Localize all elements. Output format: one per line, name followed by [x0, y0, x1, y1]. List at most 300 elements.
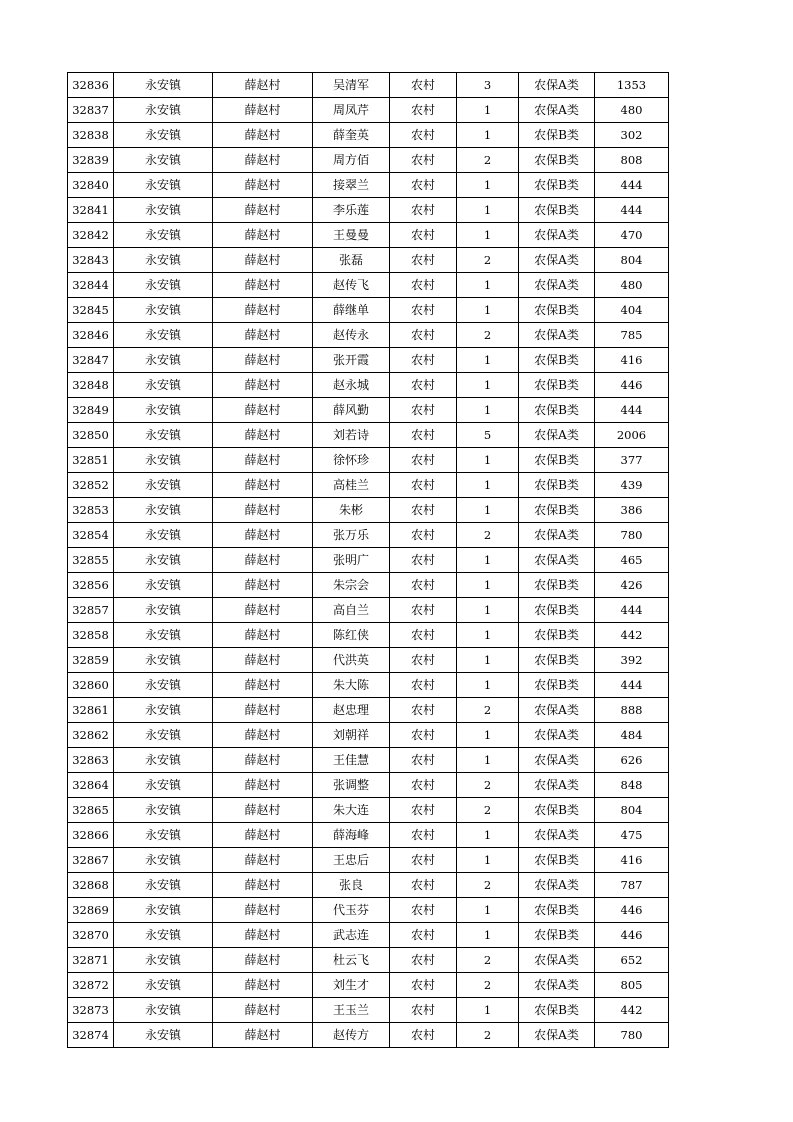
household-type-cell: 农村 [390, 948, 457, 973]
village-cell: 薛赵村 [213, 898, 313, 923]
amount-cell: 446 [595, 373, 669, 398]
amount-cell: 1353 [595, 73, 669, 98]
table-row [68, 548, 669, 573]
category-cell: 农保B类 [519, 923, 595, 948]
name-cell: 陈红侠 [313, 623, 390, 648]
table-row [68, 923, 669, 948]
category-cell: 农保B类 [519, 373, 595, 398]
amount-cell: 848 [595, 773, 669, 798]
amount-cell: 780 [595, 1023, 669, 1048]
person-count-cell: 1 [457, 673, 519, 698]
name-cell: 周方佰 [313, 148, 390, 173]
category-cell: 农保A类 [519, 773, 595, 798]
town-cell: 永安镇 [114, 223, 213, 248]
record-id-cell: 32837 [68, 98, 114, 123]
record-id-cell: 32867 [68, 848, 114, 873]
village-cell: 薛赵村 [213, 248, 313, 273]
category-cell: 农保A类 [519, 73, 595, 98]
village-cell: 薛赵村 [213, 498, 313, 523]
category-cell: 农保A类 [519, 323, 595, 348]
record-id-cell: 32853 [68, 498, 114, 523]
amount-cell: 444 [595, 673, 669, 698]
village-cell: 薛赵村 [213, 998, 313, 1023]
amount-cell: 392 [595, 648, 669, 673]
amount-cell: 426 [595, 573, 669, 598]
town-cell: 永安镇 [114, 848, 213, 873]
table-row [68, 273, 669, 298]
town-cell: 永安镇 [114, 798, 213, 823]
category-cell: 农保B类 [519, 498, 595, 523]
name-cell: 武志连 [313, 923, 390, 948]
table-row [68, 223, 669, 248]
household-type-cell: 农村 [390, 973, 457, 998]
category-cell: 农保B类 [519, 198, 595, 223]
person-count-cell: 1 [457, 898, 519, 923]
town-cell: 永安镇 [114, 998, 213, 1023]
record-id-cell: 32846 [68, 323, 114, 348]
person-count-cell: 1 [457, 373, 519, 398]
amount-cell: 804 [595, 248, 669, 273]
village-cell: 薛赵村 [213, 673, 313, 698]
category-cell: 农保B类 [519, 348, 595, 373]
person-count-cell: 2 [457, 773, 519, 798]
household-type-cell: 农村 [390, 1023, 457, 1048]
table-row [68, 573, 669, 598]
town-cell: 永安镇 [114, 98, 213, 123]
table-row [68, 648, 669, 673]
name-cell: 接翠兰 [313, 173, 390, 198]
amount-cell: 888 [595, 698, 669, 723]
person-count-cell: 1 [457, 923, 519, 948]
person-count-cell: 1 [457, 648, 519, 673]
record-id-cell: 32862 [68, 723, 114, 748]
name-cell: 朱大陈 [313, 673, 390, 698]
table-row [68, 373, 669, 398]
village-cell: 薛赵村 [213, 623, 313, 648]
name-cell: 薛海峰 [313, 823, 390, 848]
name-cell: 赵传飞 [313, 273, 390, 298]
person-count-cell: 2 [457, 948, 519, 973]
record-id-cell: 32863 [68, 748, 114, 773]
record-id-cell: 32840 [68, 173, 114, 198]
name-cell: 代玉芬 [313, 898, 390, 923]
household-type-cell: 农村 [390, 998, 457, 1023]
town-cell: 永安镇 [114, 523, 213, 548]
category-cell: 农保B类 [519, 998, 595, 1023]
name-cell: 张明广 [313, 548, 390, 573]
household-type-cell: 农村 [390, 798, 457, 823]
village-cell: 薛赵村 [213, 798, 313, 823]
town-cell: 永安镇 [114, 648, 213, 673]
table-row [68, 423, 669, 448]
category-cell: 农保B类 [519, 148, 595, 173]
record-id-cell: 32869 [68, 898, 114, 923]
name-cell: 张良 [313, 873, 390, 898]
town-cell: 永安镇 [114, 923, 213, 948]
category-cell: 农保A类 [519, 423, 595, 448]
household-type-cell: 农村 [390, 123, 457, 148]
table-row [68, 398, 669, 423]
category-cell: 农保B类 [519, 648, 595, 673]
person-count-cell: 1 [457, 998, 519, 1023]
person-count-cell: 1 [457, 173, 519, 198]
table-row [68, 723, 669, 748]
name-cell: 吴清军 [313, 73, 390, 98]
person-count-cell: 1 [457, 198, 519, 223]
category-cell: 农保B类 [519, 673, 595, 698]
record-id-cell: 32855 [68, 548, 114, 573]
household-type-cell: 农村 [390, 573, 457, 598]
name-cell: 薛继单 [313, 298, 390, 323]
town-cell: 永安镇 [114, 873, 213, 898]
record-id-cell: 32870 [68, 923, 114, 948]
town-cell: 永安镇 [114, 623, 213, 648]
name-cell: 王佳慧 [313, 748, 390, 773]
village-cell: 薛赵村 [213, 973, 313, 998]
village-cell: 薛赵村 [213, 1023, 313, 1048]
household-type-cell: 农村 [390, 373, 457, 398]
person-count-cell: 2 [457, 148, 519, 173]
town-cell: 永安镇 [114, 773, 213, 798]
record-id-cell: 32854 [68, 523, 114, 548]
amount-cell: 444 [595, 398, 669, 423]
name-cell: 张调整 [313, 773, 390, 798]
name-cell: 刘朝祥 [313, 723, 390, 748]
village-cell: 薛赵村 [213, 848, 313, 873]
table-row [68, 248, 669, 273]
village-cell: 薛赵村 [213, 648, 313, 673]
person-count-cell: 1 [457, 623, 519, 648]
household-type-cell: 农村 [390, 748, 457, 773]
record-id-cell: 32866 [68, 823, 114, 848]
town-cell: 永安镇 [114, 698, 213, 723]
household-type-cell: 农村 [390, 773, 457, 798]
name-cell: 王忠后 [313, 848, 390, 873]
table-row [68, 348, 669, 373]
record-id-cell: 32872 [68, 973, 114, 998]
person-count-cell: 1 [457, 573, 519, 598]
household-type-cell: 农村 [390, 173, 457, 198]
person-count-cell: 1 [457, 748, 519, 773]
name-cell: 朱宗会 [313, 573, 390, 598]
record-id-cell: 32856 [68, 573, 114, 598]
village-cell: 薛赵村 [213, 473, 313, 498]
record-id-cell: 32852 [68, 473, 114, 498]
table-row [68, 748, 669, 773]
person-count-cell: 5 [457, 423, 519, 448]
household-type-cell: 农村 [390, 648, 457, 673]
name-cell: 刘生才 [313, 973, 390, 998]
town-cell: 永安镇 [114, 473, 213, 498]
category-cell: 农保B类 [519, 473, 595, 498]
town-cell: 永安镇 [114, 573, 213, 598]
record-id-cell: 32847 [68, 348, 114, 373]
record-id-cell: 32844 [68, 273, 114, 298]
record-id-cell: 32864 [68, 773, 114, 798]
town-cell: 永安镇 [114, 898, 213, 923]
table-row [68, 298, 669, 323]
amount-cell: 416 [595, 348, 669, 373]
town-cell: 永安镇 [114, 973, 213, 998]
village-cell: 薛赵村 [213, 698, 313, 723]
record-id-cell: 32873 [68, 998, 114, 1023]
village-cell: 薛赵村 [213, 348, 313, 373]
household-type-cell: 农村 [390, 823, 457, 848]
town-cell: 永安镇 [114, 373, 213, 398]
village-cell: 薛赵村 [213, 823, 313, 848]
record-id-cell: 32858 [68, 623, 114, 648]
category-cell: 农保B类 [519, 573, 595, 598]
person-count-cell: 1 [457, 298, 519, 323]
town-cell: 永安镇 [114, 498, 213, 523]
amount-cell: 626 [595, 748, 669, 773]
table-row [68, 848, 669, 873]
table-row [68, 73, 669, 98]
town-cell: 永安镇 [114, 723, 213, 748]
amount-cell: 302 [595, 123, 669, 148]
category-cell: 农保B类 [519, 598, 595, 623]
person-count-cell: 1 [457, 223, 519, 248]
category-cell: 农保A类 [519, 973, 595, 998]
record-id-cell: 32848 [68, 373, 114, 398]
table-row [68, 698, 669, 723]
town-cell: 永安镇 [114, 73, 213, 98]
household-type-cell: 农村 [390, 673, 457, 698]
table-row [68, 798, 669, 823]
person-count-cell: 2 [457, 973, 519, 998]
town-cell: 永安镇 [114, 198, 213, 223]
person-count-cell: 1 [457, 848, 519, 873]
village-cell: 薛赵村 [213, 298, 313, 323]
category-cell: 农保A类 [519, 273, 595, 298]
amount-cell: 465 [595, 548, 669, 573]
village-cell: 薛赵村 [213, 148, 313, 173]
village-cell: 薛赵村 [213, 98, 313, 123]
category-cell: 农保A类 [519, 1023, 595, 1048]
data-table [67, 72, 669, 1048]
name-cell: 赵传永 [313, 323, 390, 348]
name-cell: 高自兰 [313, 598, 390, 623]
household-type-cell: 农村 [390, 198, 457, 223]
record-id-cell: 32871 [68, 948, 114, 973]
village-cell: 薛赵村 [213, 773, 313, 798]
category-cell: 农保B类 [519, 123, 595, 148]
name-cell: 周凤芹 [313, 98, 390, 123]
household-type-cell: 农村 [390, 523, 457, 548]
record-id-cell: 32839 [68, 148, 114, 173]
person-count-cell: 2 [457, 798, 519, 823]
table-row [68, 873, 669, 898]
village-cell: 薛赵村 [213, 398, 313, 423]
name-cell: 徐怀珍 [313, 448, 390, 473]
household-type-cell: 农村 [390, 273, 457, 298]
table-row [68, 123, 669, 148]
household-type-cell: 农村 [390, 698, 457, 723]
person-count-cell: 1 [457, 448, 519, 473]
amount-cell: 442 [595, 998, 669, 1023]
person-count-cell: 2 [457, 873, 519, 898]
village-cell: 薛赵村 [213, 573, 313, 598]
category-cell: 农保B类 [519, 623, 595, 648]
category-cell: 农保A类 [519, 548, 595, 573]
category-cell: 农保A类 [519, 823, 595, 848]
town-cell: 永安镇 [114, 148, 213, 173]
town-cell: 永安镇 [114, 598, 213, 623]
amount-cell: 446 [595, 923, 669, 948]
person-count-cell: 1 [457, 123, 519, 148]
category-cell: 农保B类 [519, 798, 595, 823]
record-id-cell: 32868 [68, 873, 114, 898]
name-cell: 张开霞 [313, 348, 390, 373]
category-cell: 农保A类 [519, 248, 595, 273]
village-cell: 薛赵村 [213, 548, 313, 573]
amount-cell: 377 [595, 448, 669, 473]
record-id-cell: 32874 [68, 1023, 114, 1048]
record-id-cell: 32861 [68, 698, 114, 723]
table-row [68, 198, 669, 223]
person-count-cell: 2 [457, 323, 519, 348]
amount-cell: 484 [595, 723, 669, 748]
household-type-cell: 农村 [390, 498, 457, 523]
town-cell: 永安镇 [114, 748, 213, 773]
village-cell: 薛赵村 [213, 73, 313, 98]
household-type-cell: 农村 [390, 248, 457, 273]
name-cell: 张磊 [313, 248, 390, 273]
town-cell: 永安镇 [114, 348, 213, 373]
record-id-cell: 32859 [68, 648, 114, 673]
person-count-cell: 1 [457, 98, 519, 123]
amount-cell: 444 [595, 598, 669, 623]
village-cell: 薛赵村 [213, 123, 313, 148]
amount-cell: 652 [595, 948, 669, 973]
table-row [68, 323, 669, 348]
table-row [68, 773, 669, 798]
household-type-cell: 农村 [390, 598, 457, 623]
amount-cell: 439 [595, 473, 669, 498]
amount-cell: 805 [595, 973, 669, 998]
name-cell: 朱大连 [313, 798, 390, 823]
household-type-cell: 农村 [390, 873, 457, 898]
person-count-cell: 2 [457, 698, 519, 723]
category-cell: 农保A类 [519, 98, 595, 123]
category-cell: 农保B类 [519, 848, 595, 873]
name-cell: 赵永城 [313, 373, 390, 398]
category-cell: 农保A类 [519, 748, 595, 773]
village-cell: 薛赵村 [213, 523, 313, 548]
household-type-cell: 农村 [390, 548, 457, 573]
table-row [68, 98, 669, 123]
village-cell: 薛赵村 [213, 373, 313, 398]
person-count-cell: 2 [457, 248, 519, 273]
village-cell: 薛赵村 [213, 723, 313, 748]
name-cell: 赵传方 [313, 1023, 390, 1048]
amount-cell: 804 [595, 798, 669, 823]
name-cell: 王曼曼 [313, 223, 390, 248]
village-cell: 薛赵村 [213, 748, 313, 773]
table-row [68, 473, 669, 498]
name-cell: 高桂兰 [313, 473, 390, 498]
household-type-cell: 农村 [390, 348, 457, 373]
amount-cell: 404 [595, 298, 669, 323]
name-cell: 张万乐 [313, 523, 390, 548]
person-count-cell: 1 [457, 498, 519, 523]
record-id-cell: 32860 [68, 673, 114, 698]
household-type-cell: 农村 [390, 323, 457, 348]
village-cell: 薛赵村 [213, 223, 313, 248]
name-cell: 李乐莲 [313, 198, 390, 223]
amount-cell: 446 [595, 898, 669, 923]
record-id-cell: 32838 [68, 123, 114, 148]
household-type-cell: 农村 [390, 298, 457, 323]
table-row [68, 623, 669, 648]
amount-cell: 416 [595, 848, 669, 873]
amount-cell: 444 [595, 173, 669, 198]
table-row [68, 998, 669, 1023]
category-cell: 农保B类 [519, 298, 595, 323]
amount-cell: 785 [595, 323, 669, 348]
village-cell: 薛赵村 [213, 198, 313, 223]
village-cell: 薛赵村 [213, 423, 313, 448]
person-count-cell: 1 [457, 823, 519, 848]
village-cell: 薛赵村 [213, 323, 313, 348]
person-count-cell: 1 [457, 348, 519, 373]
village-cell: 薛赵村 [213, 173, 313, 198]
person-count-cell: 2 [457, 1023, 519, 1048]
table-body [68, 73, 669, 1048]
person-count-cell: 2 [457, 523, 519, 548]
category-cell: 农保B类 [519, 173, 595, 198]
town-cell: 永安镇 [114, 398, 213, 423]
table-row [68, 898, 669, 923]
person-count-cell: 1 [457, 473, 519, 498]
amount-cell: 470 [595, 223, 669, 248]
category-cell: 农保A类 [519, 723, 595, 748]
person-count-cell: 1 [457, 398, 519, 423]
table-row [68, 598, 669, 623]
person-count-cell: 1 [457, 598, 519, 623]
name-cell: 朱彬 [313, 498, 390, 523]
table-row [68, 448, 669, 473]
town-cell: 永安镇 [114, 673, 213, 698]
name-cell: 代洪英 [313, 648, 390, 673]
amount-cell: 442 [595, 623, 669, 648]
household-type-cell: 农村 [390, 723, 457, 748]
village-cell: 薛赵村 [213, 948, 313, 973]
record-id-cell: 32841 [68, 198, 114, 223]
table-row [68, 523, 669, 548]
town-cell: 永安镇 [114, 423, 213, 448]
village-cell: 薛赵村 [213, 598, 313, 623]
town-cell: 永安镇 [114, 123, 213, 148]
table-row [68, 673, 669, 698]
name-cell: 赵忠理 [313, 698, 390, 723]
name-cell: 王玉兰 [313, 998, 390, 1023]
town-cell: 永安镇 [114, 273, 213, 298]
household-type-cell: 农村 [390, 473, 457, 498]
category-cell: 农保A类 [519, 523, 595, 548]
town-cell: 永安镇 [114, 248, 213, 273]
household-type-cell: 农村 [390, 448, 457, 473]
household-type-cell: 农村 [390, 923, 457, 948]
record-id-cell: 32865 [68, 798, 114, 823]
town-cell: 永安镇 [114, 948, 213, 973]
person-count-cell: 1 [457, 723, 519, 748]
person-count-cell: 3 [457, 73, 519, 98]
village-cell: 薛赵村 [213, 873, 313, 898]
category-cell: 农保B类 [519, 448, 595, 473]
table-row [68, 973, 669, 998]
town-cell: 永安镇 [114, 298, 213, 323]
